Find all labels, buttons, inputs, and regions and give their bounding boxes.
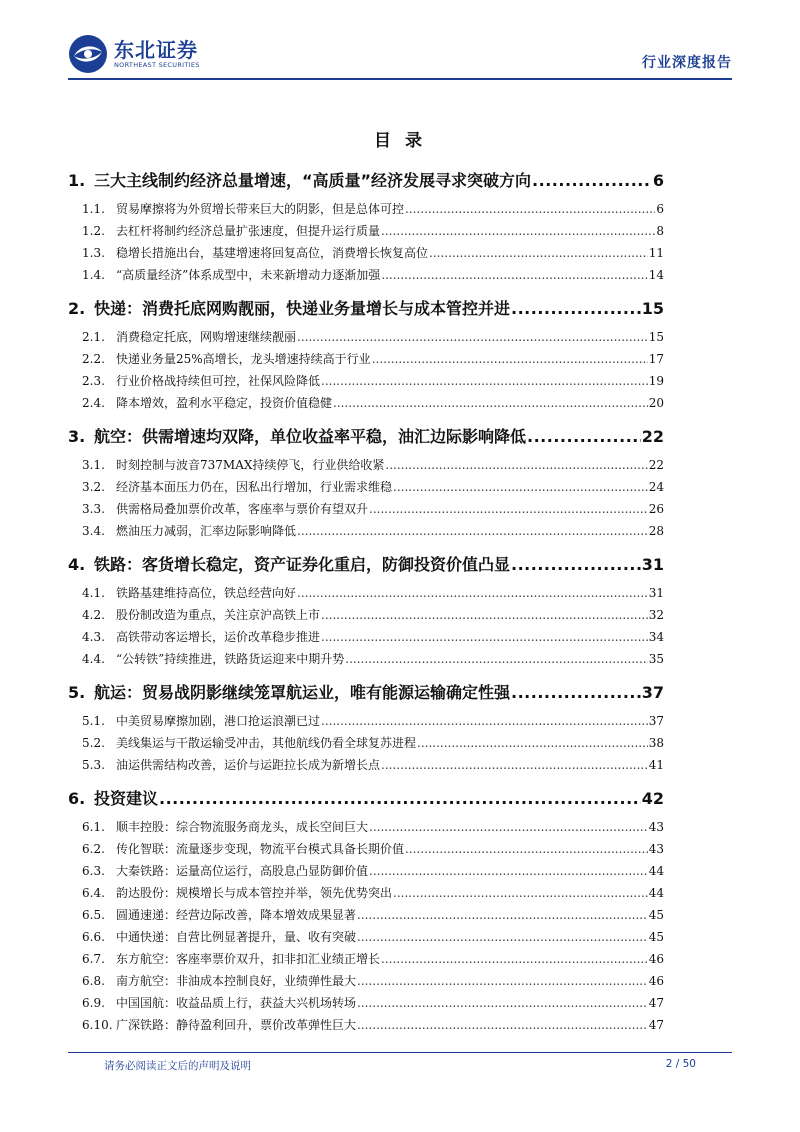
toc-section-row[interactable]	[68, 164, 664, 198]
toc-section-gap	[68, 1036, 664, 1042]
toc-subsection-page: 43	[648, 820, 664, 834]
toc-leader-dots	[372, 348, 648, 370]
toc-section-row[interactable]	[68, 420, 664, 454]
toc-section-title: 投资建议	[94, 789, 159, 808]
toc-subsection-title: 南方航空：非油成本控制良好，业绩弹性最大	[116, 974, 357, 988]
toc-subsection-number: 3.2.	[82, 480, 105, 494]
toc-leader-dots	[511, 292, 641, 326]
toc-subsection-number: 3.3.	[82, 502, 105, 516]
toc-leader-dots	[333, 392, 648, 414]
report-type-label: 行业深度报告	[642, 55, 732, 71]
toc-subsection-title: 快递业务量25%高增长，龙头增速持续高于行业	[116, 352, 371, 366]
toc-subsection-number: 6.7.	[82, 952, 105, 966]
toc-subsection-title: 行业价格战持续但可控，社保风险降低	[116, 374, 321, 388]
toc-subsection-title: 股份制改造为重点，关注京沪高铁上市	[116, 608, 321, 622]
toc-subsection-number: 3.1.	[82, 458, 105, 472]
toc-section-row[interactable]	[68, 782, 664, 816]
toc-subsection-page: 15	[648, 330, 664, 344]
toc-subsection-title: 去杠杆将制约经济总量扩张速度，但提升运行质量	[116, 224, 381, 238]
toc-section-title: 航运：贸易战阴影继续笼罩航运业，唯有能源运输确定性强	[94, 683, 511, 702]
toc-subsection-row[interactable]	[68, 904, 664, 926]
toc-subsection-number: 6.3.	[82, 864, 105, 878]
toc-subsection-page: 6	[656, 202, 664, 216]
toc-subsection-row[interactable]	[68, 198, 664, 220]
toc-subsection-title: 燃油压力减弱，汇率边际影响降低	[116, 524, 297, 538]
toc-subsection-title: 供需格局叠加票价改革，客座率与票价有望双升	[116, 502, 369, 516]
toc-leader-dots	[357, 970, 648, 992]
toc-leader-dots	[381, 220, 655, 242]
toc-subsection-page: 38	[648, 736, 664, 750]
toc-subsection-title: 降本增效，盈利水平稳定，投资价值稳健	[116, 396, 333, 410]
toc-subsection-number: 3.4.	[82, 524, 105, 538]
toc-subsection-number: 6.8.	[82, 974, 105, 988]
toc-subsection-number: 6.4.	[82, 886, 105, 900]
toc-subsection-title: 传化智联：流量逐步变现，物流平台模式具备长期价值	[116, 842, 405, 856]
toc-section-row[interactable]	[68, 548, 664, 582]
toc-subsection-number: 1.3.	[82, 246, 105, 260]
toc-subsection-title: 高铁带动客运增长，运价改革稳步推进	[116, 630, 321, 644]
toc-section-page: 6	[652, 171, 664, 190]
toc-leader-dots	[381, 948, 648, 970]
toc-subsection-row[interactable]	[68, 476, 664, 498]
toc-leader-dots	[357, 992, 648, 1014]
toc-section-title: 三大主线制约经济总量增速，“高质量”经济发展寻求突破方向	[94, 171, 532, 190]
toc-subsection-row[interactable]	[68, 754, 664, 776]
toc-leader-dots	[393, 882, 648, 904]
toc-subsection-page: 44	[648, 886, 664, 900]
toc-subsection-number: 6.2.	[82, 842, 105, 856]
toc-subsection-row[interactable]	[68, 520, 664, 542]
toc-subsection-row[interactable]	[68, 326, 664, 348]
logo-emblem-icon	[68, 34, 108, 74]
toc-subsection-row[interactable]	[68, 220, 664, 242]
toc-subsection-title: 中国国航：收益品质上行，获益大兴机场转场	[116, 996, 357, 1010]
page-header	[68, 34, 732, 80]
toc-subsection-title: 顺丰控股：综合物流服务商龙头，成长空间巨大	[116, 820, 369, 834]
toc-leader-dots	[369, 498, 648, 520]
toc-subsection-title: 美线集运与干散运输受冲击，其他航线仍看全球复苏进程	[116, 736, 417, 750]
toc-subsection-number: 1.1.	[82, 202, 105, 216]
toc-subsection-number: 4.2.	[82, 608, 105, 622]
toc-subsection-page: 19	[648, 374, 664, 388]
toc-subsection-number: 6.6.	[82, 930, 105, 944]
toc-subsection-title: 圆通速递：经营边际改善，降本增效成果显著	[116, 908, 357, 922]
toc-subsection-title: 东方航空：客座率票价双升，扣非扣汇业绩正增长	[116, 952, 381, 966]
toc-subsection-page: 26	[648, 502, 664, 516]
toc-leader-dots	[297, 582, 648, 604]
toc-subsection-row[interactable]	[68, 1014, 664, 1036]
toc-subsection-page: 35	[648, 652, 664, 666]
toc-subsection-number: 6.9.	[82, 996, 105, 1010]
toc-leader-dots	[511, 548, 641, 582]
toc-leader-dots	[527, 420, 641, 454]
toc-subsection-page: 32	[648, 608, 664, 622]
toc-subsection-number: 4.3.	[82, 630, 105, 644]
toc-subsection-title: 经济基本面压力仍在，因私出行增加，行业需求维稳	[116, 480, 393, 494]
toc-section-title: 铁路：客货增长稳定，资产证券化重启，防御投资价值凸显	[94, 555, 511, 574]
toc-leader-dots	[369, 816, 648, 838]
toc-subsection-row[interactable]	[68, 604, 664, 626]
toc-subsection-title: 油运供需结构改善，运价与运距拉长成为新增长点	[116, 758, 381, 772]
toc-subsection-row[interactable]	[68, 860, 664, 882]
toc-subsection-title: 稳增长措施出台，基建增速将回复高位，消费增长恢复高位	[116, 246, 429, 260]
toc-section-page: 31	[641, 555, 664, 574]
toc-subsection-row[interactable]	[68, 992, 664, 1014]
toc-subsection-title: 时刻控制与波音737MAX持续停飞，行业供给收紧	[116, 458, 385, 472]
toc-subsection-number: 2.1.	[82, 330, 105, 344]
toc-leader-dots	[381, 264, 647, 286]
toc-leader-dots	[357, 904, 648, 926]
toc-section-number: 5.	[68, 683, 86, 702]
toc-leader-dots	[321, 370, 648, 392]
toc-subsection-title: 韵达股份：规模增长与成本管控并举，领先优势突出	[116, 886, 393, 900]
footer-page-indicator: 2 / 50	[665, 1058, 696, 1070]
toc-subsection-row[interactable]	[68, 454, 664, 476]
toc-subsection-page: 20	[648, 396, 664, 410]
toc-subsection-page: 28	[648, 524, 664, 538]
toc-subsection-title: 消费稳定托底，网购增速继续靓丽	[116, 330, 297, 344]
toc-subsection-number: 6.10.	[82, 1018, 113, 1032]
toc-subsection-title: “高质量经济”体系成型中，未来新增动力逐渐加强	[116, 268, 381, 282]
toc-subsection-row[interactable]	[68, 370, 664, 392]
toc-subsection-number: 1.2.	[82, 224, 105, 238]
toc-subsection-row[interactable]	[68, 948, 664, 970]
toc-section-number: 2.	[68, 299, 86, 318]
toc-subsection-number: 6.5.	[82, 908, 105, 922]
toc-section-title: 航空：供需增速均双降，单位收益率平稳，油汇边际影响降低	[94, 427, 527, 446]
toc-section-row[interactable]	[68, 676, 664, 710]
toc-subsection-page: 31	[648, 586, 664, 600]
toc-subsection-page: 8	[656, 224, 664, 238]
toc-subsection-number: 5.2.	[82, 736, 105, 750]
toc-section-number: 3.	[68, 427, 86, 446]
toc-section-page: 15	[641, 299, 664, 318]
toc-leader-dots	[369, 860, 648, 882]
toc-subsection-row[interactable]	[68, 732, 664, 754]
toc-section-title: 快递：消费托底网购靓丽，快递业务量增长与成本管控并进	[94, 299, 511, 318]
toc-subsection-row[interactable]	[68, 648, 664, 670]
toc-subsection-page: 17	[648, 352, 664, 366]
toc-leader-dots	[321, 626, 648, 648]
toc-subsection-title: 中美贸易摩擦加剧，港口抢运浪潮已过	[116, 714, 321, 728]
logo-name-cn: 东北证券	[114, 38, 198, 62]
toc-subsection-page: 43	[648, 842, 664, 856]
toc-section-number: 6.	[68, 789, 86, 808]
toc-leader-dots	[417, 732, 648, 754]
toc-title: 目 录	[374, 131, 426, 151]
toc-subsection-page: 22	[648, 458, 664, 472]
toc-subsection-row[interactable]	[68, 242, 664, 264]
toc-subsection-row[interactable]	[68, 926, 664, 948]
toc-subsection-page: 41	[648, 758, 664, 772]
toc-leader-dots	[511, 676, 641, 710]
toc-leader-dots	[321, 604, 648, 626]
toc-subsection-row[interactable]	[68, 710, 664, 732]
toc-subsection-number: 5.1.	[82, 714, 105, 728]
toc-subsection-title: 铁路基建维持高位，铁总经营向好	[116, 586, 297, 600]
toc-leader-dots	[297, 520, 648, 542]
toc-leader-dots	[405, 198, 655, 220]
toc-subsection-title: 广深铁路：静待盈利回升，票价改革弹性巨大	[116, 1018, 357, 1032]
toc-subsection-page: 14	[648, 268, 664, 282]
toc-subsection-title: 贸易摩擦将为外贸增长带来巨大的阴影，但是总体可控	[116, 202, 405, 216]
toc-subsection-row[interactable]	[68, 882, 664, 904]
toc-subsection-row[interactable]	[68, 498, 664, 520]
toc-subsection-page: 45	[648, 908, 664, 922]
toc-leader-dots	[429, 242, 648, 264]
toc-leader-dots	[321, 710, 648, 732]
footer-divider	[68, 1052, 732, 1053]
toc-leader-dots	[393, 476, 648, 498]
toc-subsection-title: 大秦铁路：运量高位运行，高股息凸显防御价值	[116, 864, 369, 878]
toc-subsection-row[interactable]	[68, 264, 664, 286]
table-of-contents	[68, 164, 664, 1042]
toc-subsection-title: 中通快递：自营比例显著提升，量、收有突破	[116, 930, 357, 944]
toc-section-page: 37	[641, 683, 664, 702]
toc-subsection-row[interactable]	[68, 970, 664, 992]
toc-leader-dots	[345, 648, 647, 670]
toc-subsection-page: 46	[648, 974, 664, 988]
logo-name-en: NORTHEAST SECURITIES	[114, 61, 200, 69]
toc-subsection-number: 2.3.	[82, 374, 105, 388]
toc-section-number: 4.	[68, 555, 86, 574]
toc-subsection-number: 5.3.	[82, 758, 105, 772]
toc-subsection-number: 4.4.	[82, 652, 105, 666]
toc-leader-dots	[357, 1014, 648, 1036]
toc-subsection-number: 2.2.	[82, 352, 105, 366]
toc-subsection-number: 1.4.	[82, 268, 105, 282]
toc-subsection-row[interactable]	[68, 838, 664, 860]
toc-subsection-page: 34	[648, 630, 664, 644]
company-logo	[68, 34, 200, 74]
toc-leader-dots	[357, 926, 648, 948]
toc-subsection-page: 24	[648, 480, 664, 494]
toc-subsection-page: 11	[648, 246, 664, 260]
toc-subsection-row[interactable]	[68, 626, 664, 648]
toc-subsection-page: 47	[648, 1018, 664, 1032]
toc-subsection-number: 4.1.	[82, 586, 105, 600]
toc-subsection-row[interactable]	[68, 582, 664, 604]
header-divider	[68, 78, 732, 80]
toc-subsection-page: 45	[648, 930, 664, 944]
toc-subsection-row[interactable]	[68, 392, 664, 414]
toc-subsection-number: 6.1.	[82, 820, 105, 834]
toc-subsection-title: “公转铁”持续推进，铁路货运迎来中期升势	[116, 652, 345, 666]
toc-section-page: 22	[641, 427, 664, 446]
footer-disclaimer: 请务必阅读正文后的声明及说明	[104, 1060, 251, 1072]
toc-section-row[interactable]	[68, 292, 664, 326]
toc-subsection-row[interactable]	[68, 348, 664, 370]
toc-subsection-row[interactable]	[68, 816, 664, 838]
toc-subsection-page: 47	[648, 996, 664, 1010]
toc-leader-dots	[385, 454, 647, 476]
toc-subsection-page: 44	[648, 864, 664, 878]
toc-subsection-page: 46	[648, 952, 664, 966]
toc-subsection-number: 2.4.	[82, 396, 105, 410]
toc-leader-dots	[532, 164, 652, 198]
toc-leader-dots	[381, 754, 648, 776]
toc-section-page: 42	[641, 789, 664, 808]
toc-leader-dots	[405, 838, 648, 860]
toc-section-number: 1.	[68, 171, 86, 190]
toc-leader-dots	[159, 782, 641, 816]
toc-subsection-page: 37	[648, 714, 664, 728]
toc-leader-dots	[297, 326, 648, 348]
